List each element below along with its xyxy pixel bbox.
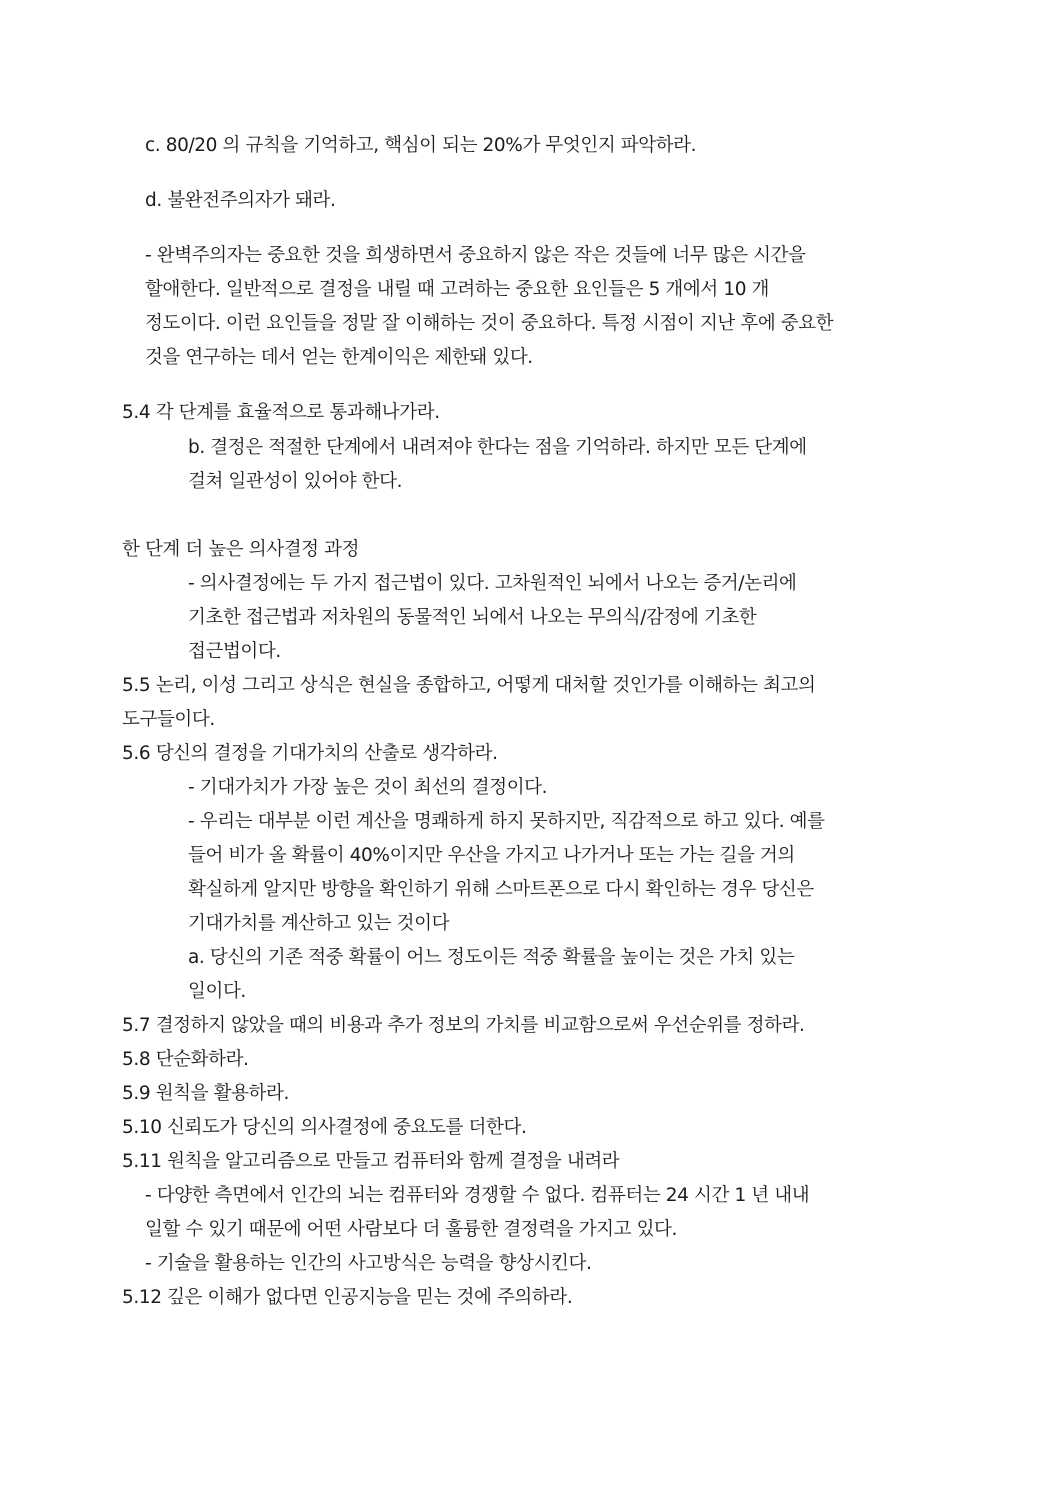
- text-line: 기대가치를 계산하고 있는 것이다: [188, 913, 450, 934]
- text-line: - 다양한 측면에서 인간의 뇌는 컴퓨터와 경쟁할 수 없다. 컴퓨터는 24 시간 1 년 내내: [145, 1185, 810, 1206]
- text-line: b. 결정은 적절한 단계에서 내려져야 한다는 점을 기억하라. 하지만 모든 단계에: [188, 437, 807, 458]
- text-line: 일이다.: [188, 981, 246, 1002]
- section-heading: 5.10 신뢰도가 당신의 의사결정에 중요도를 더한다.: [122, 1117, 527, 1138]
- section-heading: 5.5 논리, 이성 그리고 상식은 현실을 종합하고, 어떻게 대처할 것인가를 이해하는 최고의: [122, 675, 816, 696]
- section-heading: 5.9 원칙을 활용하라.: [122, 1083, 289, 1104]
- text-line: - 완벽주의자는 중요한 것을 희생하면서 중요하지 않은 작은 것들에 너무 많은 시간을: [145, 245, 806, 266]
- text-line: 정도이다. 이런 요인들을 정말 잘 이해하는 것이 중요하다. 특정 시점이 지난 후에 중요한: [145, 313, 834, 334]
- section-heading: 5.11 원칙을 알고리즘으로 만들고 컴퓨터와 함께 결정을 내려라: [122, 1151, 620, 1172]
- section-heading: 5.4 각 단계를 효율적으로 통과해나가라.: [122, 402, 440, 423]
- text-line: 것을 연구하는 데서 얻는 한계이익은 제한돼 있다.: [145, 347, 533, 368]
- text-line: c. 80/20 의 규칙을 기억하고, 핵심이 되는 20%가 무엇인지 파악하라.: [145, 135, 697, 156]
- section-heading: 5.8 단순화하라.: [122, 1049, 249, 1070]
- text-line: - 우리는 대부분 이런 계산을 명쾌하게 하지 못하지만, 직감적으로 하고 있다. 예를: [188, 811, 825, 832]
- section-heading: 5.7 결정하지 않았을 때의 비용과 추가 정보의 가치를 비교함으로써 우선순위를 정하라.: [122, 1015, 805, 1036]
- section-heading: 한 단계 더 높은 의사결정 과정: [122, 539, 360, 560]
- text-line: 기초한 접근법과 저차원의 동물적인 뇌에서 나오는 무의식/감정에 기초한: [188, 607, 757, 628]
- text-line: 할애한다. 일반적으로 결정을 내릴 때 고려하는 중요한 요인들은 5 개에서 10 개: [145, 279, 770, 300]
- section-heading: 5.12 깊은 이해가 없다면 인공지능을 믿는 것에 주의하라.: [122, 1287, 573, 1308]
- section-heading: 5.6 당신의 결정을 기대가치의 산출로 생각하라.: [122, 743, 498, 764]
- text-line: 접근법이다.: [188, 641, 281, 662]
- text-line: d. 불완전주의자가 돼라.: [145, 190, 336, 211]
- text-line: 도구들이다.: [122, 709, 215, 730]
- text-line: a. 당신의 기존 적중 확률이 어느 정도이든 적중 확률을 높이는 것은 가치 있는: [188, 947, 795, 968]
- text-line: 들어 비가 올 확률이 40%이지만 우산을 가지고 나가거나 또는 가는 길을 거의: [188, 845, 795, 866]
- text-line: 걸쳐 일관성이 있어야 한다.: [188, 471, 403, 492]
- text-line: - 기술을 활용하는 인간의 사고방식은 능력을 향상시킨다.: [145, 1253, 592, 1274]
- text-line: - 기대가치가 가장 높은 것이 최선의 결정이다.: [188, 777, 548, 798]
- text-line: 일할 수 있기 때문에 어떤 사람보다 더 훌륭한 결정력을 가지고 있다.: [145, 1219, 678, 1240]
- text-line: 확실하게 알지만 방향을 확인하기 위해 스마트폰으로 다시 확인하는 경우 당신은: [188, 879, 814, 900]
- text-line: - 의사결정에는 두 가지 접근법이 있다. 고차원적인 뇌에서 나오는 증거/논리에: [188, 573, 797, 594]
